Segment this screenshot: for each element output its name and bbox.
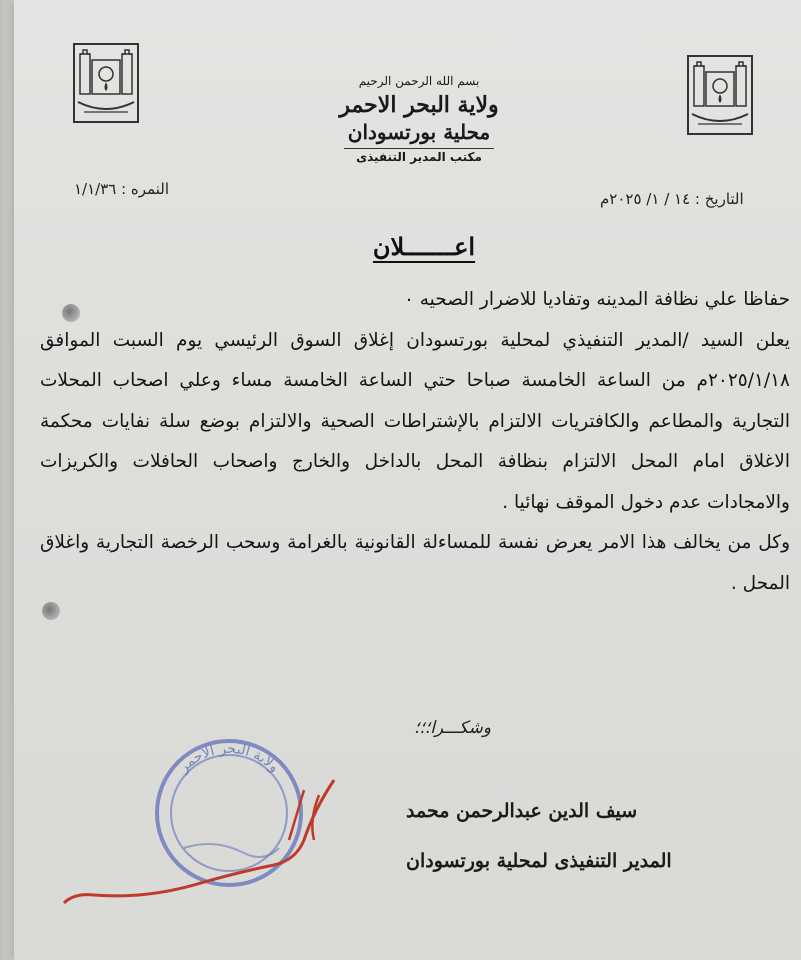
state-name: ولاية البحر الاحمر xyxy=(339,92,499,118)
handwritten-signature xyxy=(54,770,354,910)
signatory-title: المدير التنفيذى لمحلية بورتسودان xyxy=(406,850,672,872)
document-page xyxy=(14,0,801,960)
body-paragraph-penalty: وكل من يخالف هذا الامر يعرض نفسة للمساءلة القانونية بالغرامة وسحب الرخصة التجارية واغلاق المحل . xyxy=(40,532,790,594)
office-name: مكتب المدير التنفيذى xyxy=(356,150,482,164)
announcement-title: اعـــــــلان xyxy=(372,232,476,261)
closing-thanks: وشكـــرا؛؛؛ xyxy=(414,718,492,738)
state-emblem-icon xyxy=(70,40,142,126)
document-date: التاريخ : ١٤ / ١/ ٢٠٢٥م xyxy=(600,190,744,208)
punch-hole xyxy=(42,602,60,620)
document-number: النمره : ١/١/٣٦ xyxy=(74,180,170,198)
stamp-text: ولاية البحر الاحمر xyxy=(175,740,283,776)
locality-name: محلية بورتسودان xyxy=(347,120,491,144)
header-divider xyxy=(344,148,494,149)
basmala: بسم الله الرحمن الرحيم xyxy=(358,74,480,88)
body-paragraph-intro: حفاظا علي نظافة المدينه وتفاديا للاضرار الصحيه ٠ xyxy=(403,289,790,310)
signatory-name: سيف الدين عبدالرحمن محمد xyxy=(406,800,638,822)
announcement-body xyxy=(40,280,790,604)
body-paragraph-main: يعلن السيد /المدير التنفيذي لمحلية بورتسودان إغلاق السوق الرئيسي يوم السبت الموافق ٢٠٢٥/١/١٨م من الساعة الخامسة صباحا حتي الساعة الخامسة مساء وعلي اصحاب المحلات التجارية والمطاعم والكافتريات الالتزام بالإشتراطات الصحية والالتزام بوضع سلة نفايات محكمة الاغلاق امام المحل الالتزام بنظافة المحل بالداخل والخارج واصحاب الحافلات والكريزات والامجادات عدم دخول الموقف نهائيا . xyxy=(40,329,790,513)
state-emblem-icon xyxy=(684,52,756,138)
